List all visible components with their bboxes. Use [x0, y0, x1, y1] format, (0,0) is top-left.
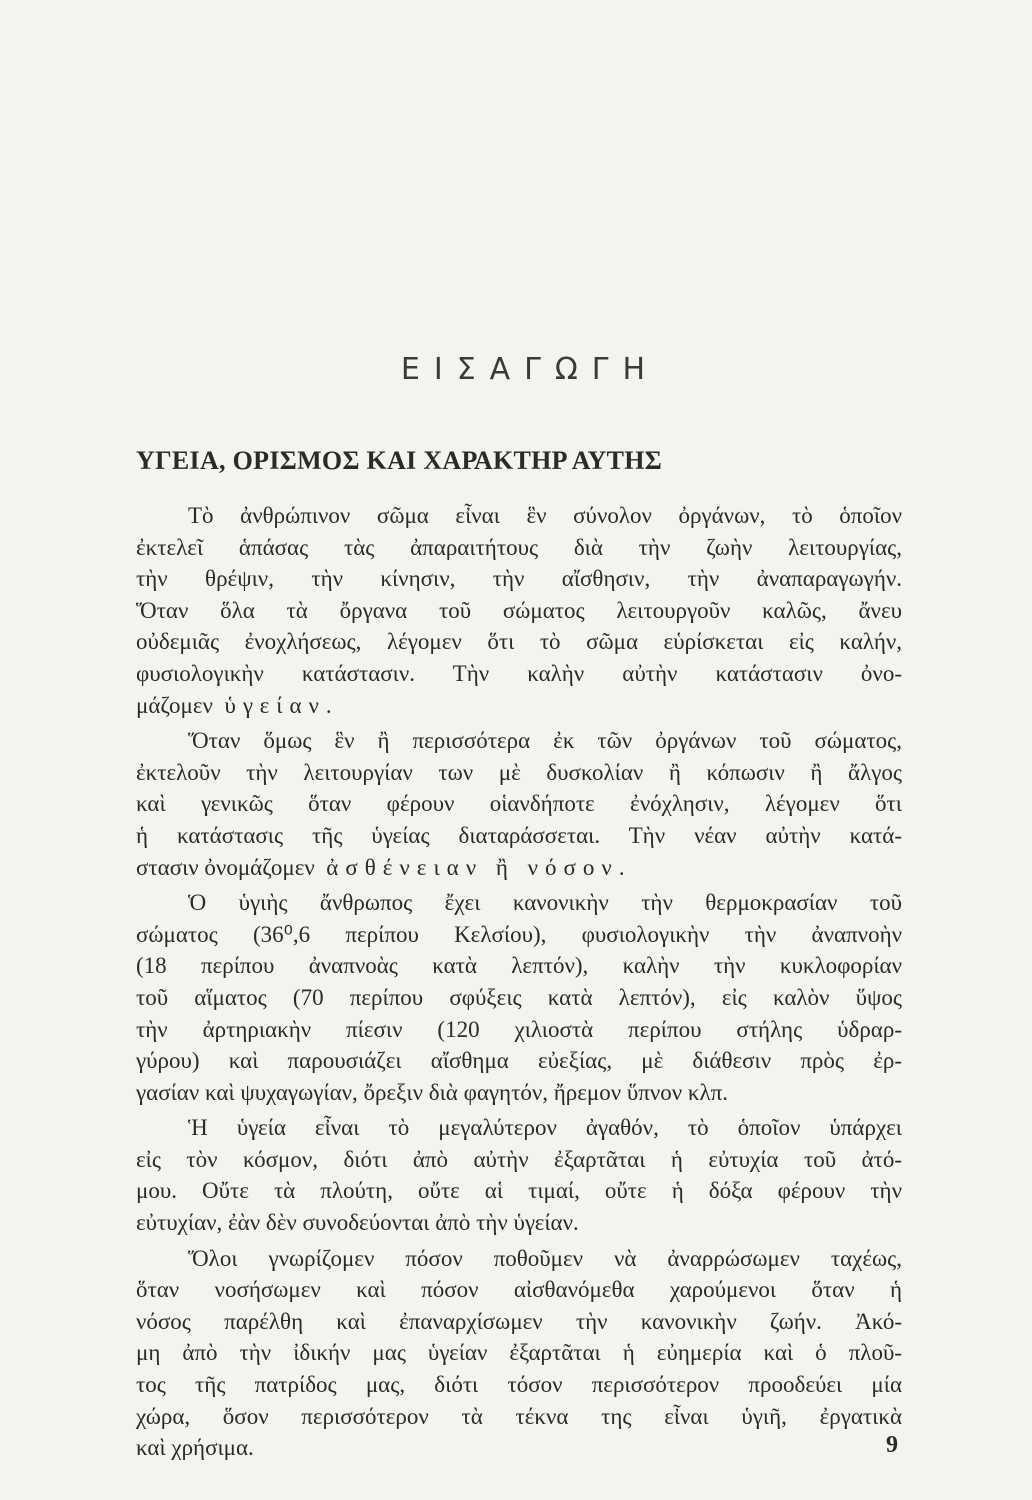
text-line: καὶ γενικῶς ὅταν φέρουν οἱανδήποτε ἐνόχλησιν, λέγομεν ὅτι — [136, 791, 902, 817]
text-line: Ὅταν ὅμως ἓν ἢ περισσότερα ἐκ τῶν ὀργάνων τοῦ σώματος, — [188, 728, 902, 754]
text-line: χώρα, ὅσον περισσότερον τὰ τέκνα της εἶναι ὑγιῆ, ἐργατικὰ — [136, 1403, 902, 1429]
emphasized-term: ἀσθένειαν ἢ νόσον. — [326, 854, 632, 880]
text-line: εὐτυχίαν, ἐὰν δὲν συνοδεύονται ἀπὸ τὴν ὑγείαν. — [136, 1210, 579, 1236]
text-line: ὅταν νοσήσωμεν καὶ πόσον αἰσθανόμεθα χαρούμενοι ὅταν ἡ — [136, 1277, 902, 1303]
text-fragment: μάζομεν — [136, 692, 213, 718]
paragraph-definition-of-health — [136, 500, 902, 721]
text-line: (18 περίπου ἀναπνοὰς κατὰ λεπτόν), καλὴν τὴν κυκλοφορίαν — [136, 953, 902, 979]
text-line: σώματος (36⁰,6 περίπου Κελσίου), φυσιολογικὴν τὴν ἀναπνοὴν — [136, 921, 902, 947]
text-line: ἡ κατάστασις τῆς ὑγείας διαταράσσεται. Τὴν νέαν αὐτὴν κατά- — [136, 822, 902, 848]
chapter-heading: ΕΙΣΑΓΩΓΗ — [400, 352, 660, 387]
text-line: τος τῆς πατρίδος μας, διότι τόσον περισσότερον προοδεύει μία — [136, 1372, 902, 1398]
section-title: ΥΓΕΙΑ, ΟΡΙΣΜΟΣ ΚΑΙ ΧΑΡΑΚΤΗΡ ΑΥΤΗΣ — [136, 446, 663, 475]
text-line: νόσος παρέλθη καὶ ἐπαναρχίσωμεν τὴν κανονικὴν ζωήν. Ἀκό- — [136, 1308, 902, 1334]
text-line: Ἡ ὑγεία εἶναι τὸ μεγαλύτερον ἀγαθόν, τὸ ὁποῖον ὑπάρχει — [188, 1115, 902, 1141]
body-text — [136, 500, 902, 1468]
text-line — [136, 852, 902, 884]
paragraph-healthy-person — [136, 887, 902, 1108]
text-line: γασίαν καὶ ψυχαγωγίαν, ὄρεξιν διὰ φαγητόν, ἤρεμον ὕπνον κλπ. — [136, 1079, 729, 1105]
text-line: ἐκτελοῦν τὴν λειτουργίαν των μὲ δυσκολίαν ἢ κόπωσιν ἢ ἄλγος — [136, 759, 902, 785]
text-line: μου. Οὔτε τὰ πλούτη, οὔτε αἱ τιμαί, οὔτε ἡ δόξα φέρουν τὴν — [136, 1178, 902, 1204]
text-line: καὶ χρήσιμα. — [136, 1435, 254, 1461]
paragraph-recovery — [136, 1243, 902, 1464]
text-fragment: στασιν ὀνομάζομεν — [136, 854, 315, 880]
emphasized-term: ὑγείαν. — [224, 692, 339, 718]
text-line: τὴν θρέψιν, τὴν κίνησιν, τὴν αἴσθησιν, τὴν ἀναπαραγωγήν. — [136, 566, 902, 592]
text-line: τοῦ αἵματος (70 περίπου σφύξεις κατὰ λεπτόν), εἰς καλὸν ὕψος — [136, 984, 902, 1010]
text-line: Ὁ ὑγιὴς ἄνθρωπος ἔχει κανονικὴν τὴν θερμοκρασίαν τοῦ — [188, 890, 902, 916]
text-line: Τὸ ἀνθρώπινον σῶμα εἶναι ἓν σύνολον ὀργάνων, τὸ ὁποῖον — [188, 503, 902, 528]
text-line: μη ἀπὸ τὴν ἰδικήν μας ὑγείαν ἐξαρτᾶται ἡ εὐημερία καὶ ὁ πλοῦ- — [136, 1340, 902, 1366]
text-line — [136, 690, 902, 722]
text-line: οὐδεμιᾶς ἐνοχλήσεως, λέγομεν ὅτι τὸ σῶμα εὑρίσκεται εἰς καλήν, — [136, 629, 902, 655]
page-number: 9 — [886, 1432, 898, 1458]
paragraph-greatest-good — [136, 1112, 902, 1238]
text-line: Ὅλοι γνωρίζομεν πόσον ποθοῦμεν νὰ ἀναρρώσωμεν ταχέως, — [188, 1245, 902, 1271]
text-line: φυσιολογικὴν κατάστασιν. Τὴν καλὴν αὐτὴν κατάστασιν ὀνο- — [136, 660, 902, 686]
text-line: Ὅταν ὅλα τὰ ὄργανα τοῦ σώματος λειτουργοῦν καλῶς, ἄνευ — [136, 597, 902, 623]
paragraph-definition-of-illness — [136, 725, 902, 883]
text-line: ἐκτελεῖ ἁπάσας τὰς ἀπαραιτήτους διὰ τὴν ζωὴν λειτουργίας, — [136, 534, 902, 560]
text-line: εἰς τὸν κόσμον, διότι ἀπὸ αὐτὴν ἐξαρτᾶται ἡ εὐτυχία τοῦ ἀτό- — [136, 1146, 902, 1172]
text-line: τὴν ἀρτηριακὴν πίεσιν (120 χιλιοστὰ περίπου στήλης ὑδραρ- — [136, 1016, 902, 1042]
text-line: γύρου) καὶ παρουσιάζει αἴσθημα εὐεξίας, μὲ διάθεσιν πρὸς ἐρ- — [136, 1048, 902, 1074]
